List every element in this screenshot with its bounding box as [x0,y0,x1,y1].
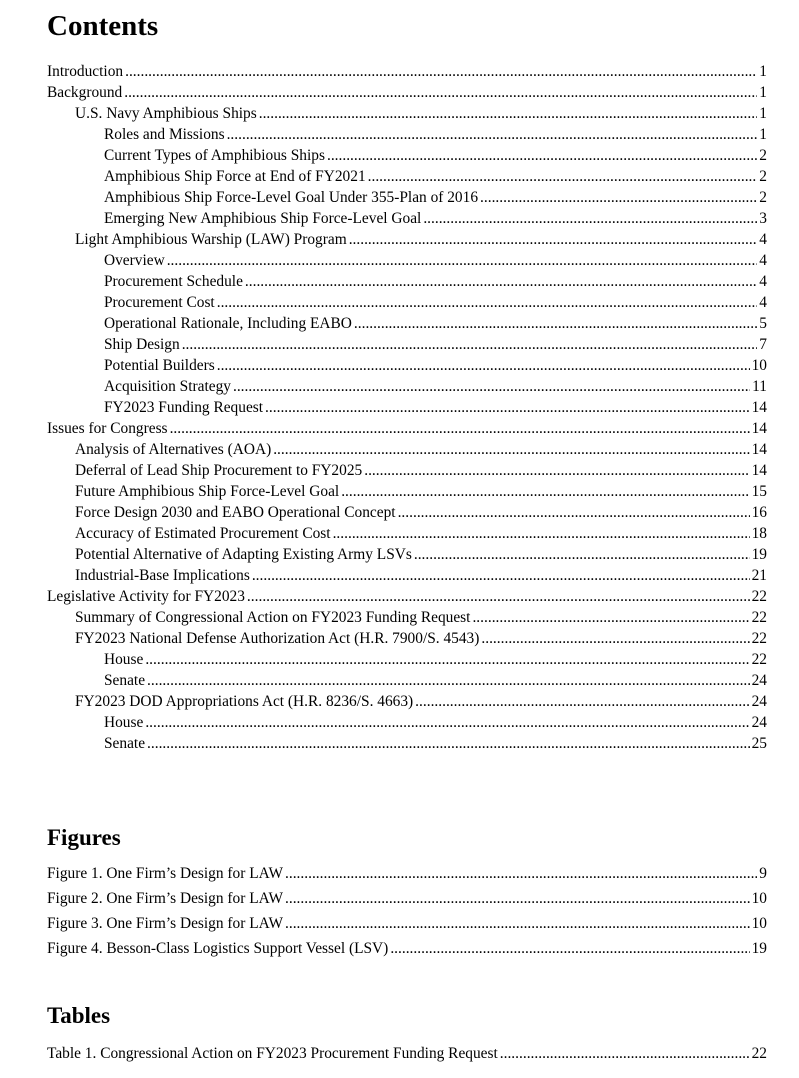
toc-entry[interactable] [47,61,767,82]
toc-entry[interactable] [47,502,767,523]
toc-page-number[interactable]: 7 [759,336,767,353]
toc-entry[interactable] [47,208,767,229]
toc-entry-label[interactable]: Legislative Activity for FY2023 [47,588,245,605]
toc-page-number[interactable]: 5 [759,315,767,332]
toc-page-number[interactable]: 22 [751,630,767,647]
toc-entry-label[interactable]: Force Design 2030 and EABO Operational Concept [75,504,396,521]
toc-page-number[interactable]: 14 [751,399,767,416]
toc-entry-label[interactable]: Potential Alternative of Adapting Existing Army LSVs [75,546,412,563]
toc-entry-label[interactable]: Accuracy of Estimated Procurement Cost [75,525,331,542]
toc-entry-label[interactable]: Ship Design [104,336,180,353]
toc-entry[interactable] [47,376,767,397]
dot-leader [247,586,750,607]
toc-page-number[interactable]: 14 [751,441,767,458]
table-entry[interactable] [47,1041,767,1066]
dot-leader [170,418,750,439]
toc-entry-label[interactable]: Procurement Schedule [104,273,243,290]
toc-entry[interactable] [47,292,767,313]
toc-entry-label[interactable]: Background [47,84,123,101]
toc-entry[interactable] [47,460,767,481]
toc-entry-label[interactable]: Figure 1. One Firm’s Design for LAW [47,865,284,882]
dot-leader [414,544,750,565]
toc-page-number[interactable]: 15 [751,483,767,500]
dot-leader [368,166,758,187]
toc-page-number[interactable]: 22 [751,1045,767,1062]
toc-entry-label[interactable]: FY2023 National Defense Authorization Act (H.R. 7900/S. 4543) [75,630,480,647]
toc-page-number[interactable]: 1 [759,63,767,80]
toc-page-number[interactable]: 2 [759,189,767,206]
toc-entry-label[interactable]: Summary of Congressional Action on FY2023 Funding Request [75,609,471,626]
toc-page-number[interactable]: 1 [759,105,767,122]
dot-leader [182,334,758,355]
toc-page-number[interactable]: 24 [751,714,767,731]
dot-leader [252,565,750,586]
toc-entry[interactable] [47,229,767,250]
toc-entry[interactable] [47,565,767,586]
toc-page-number[interactable]: 24 [751,693,767,710]
toc-entry[interactable] [47,271,767,292]
toc-page-number[interactable]: 22 [751,651,767,668]
dot-leader [125,61,757,82]
dot-leader [285,886,750,911]
figure-entry[interactable] [47,886,767,911]
toc-page-number[interactable]: 1 [759,84,767,101]
dot-leader [398,502,750,523]
toc-entry-label[interactable]: Figure 3. One Firm’s Design for LAW [47,915,284,932]
figure-entry[interactable] [47,911,767,936]
toc-entry[interactable] [47,355,767,376]
toc-page-number[interactable]: 10 [751,915,767,932]
toc-entry-label[interactable]: FY2023 Funding Request [104,399,264,416]
dot-leader [349,229,758,250]
contents-heading: Contents [47,10,159,42]
toc-entry-label[interactable]: FY2023 DOD Appropriations Act (H.R. 8236/S. 4663) [75,693,414,710]
dot-leader [480,187,757,208]
toc-entry[interactable] [47,103,767,124]
dot-leader [145,649,749,670]
toc-entry-label[interactable]: Figure 4. Besson-Class Logistics Support Vessel (LSV) [47,940,389,957]
toc-page-number[interactable]: 11 [752,378,767,395]
toc-page-number[interactable]: 2 [759,168,767,185]
dot-leader [124,82,757,103]
toc-entry-label[interactable]: Introduction [47,63,124,80]
dot-leader [217,355,750,376]
dot-leader [147,733,750,754]
dot-leader [327,145,757,166]
toc-page-number[interactable]: 4 [759,252,767,269]
toc-entry[interactable] [47,82,767,103]
dot-leader [245,271,757,292]
toc-entry[interactable] [47,145,767,166]
dot-leader [364,460,749,481]
toc-entry[interactable] [47,649,767,670]
dot-leader [217,292,758,313]
toc-page-number[interactable]: 24 [751,672,767,689]
toc-entry[interactable] [47,418,767,439]
dot-leader [147,670,750,691]
toc-entry-label[interactable]: Roles and Missions [104,126,225,143]
toc-entry-label[interactable]: Overview [104,252,165,269]
toc-entry-label[interactable]: Potential Builders [104,357,215,374]
toc-entry-label[interactable]: Figure 2. One Firm’s Design for LAW [47,890,284,907]
toc-entry[interactable] [47,250,767,271]
toc-entry[interactable] [47,334,767,355]
dot-leader [472,607,749,628]
toc-page-number[interactable]: 10 [751,357,767,374]
toc-entry[interactable] [47,670,767,691]
toc-entry[interactable] [47,187,767,208]
figures-list [47,861,767,961]
toc-entry-label[interactable]: Acquisition Strategy [104,378,231,395]
toc-entry-label[interactable]: Analysis of Alternatives (AOA) [75,441,272,458]
dot-leader [227,124,758,145]
toc-entry[interactable] [47,586,767,607]
toc-page-number[interactable]: 14 [751,420,767,437]
toc-entry-label[interactable]: Issues for Congress [47,420,168,437]
toc-entry[interactable] [47,628,767,649]
toc-entry-label[interactable]: Procurement Cost [104,294,215,311]
toc-entry-label[interactable]: U.S. Navy Amphibious Ships [75,105,257,122]
dot-leader [415,691,749,712]
tables-list [47,1041,767,1066]
toc-entry[interactable] [47,712,767,733]
toc-page-number[interactable]: 16 [751,504,767,521]
toc-page-number[interactable]: 19 [751,940,767,957]
dot-leader [285,911,750,936]
dot-leader [423,208,757,229]
toc-entry-label[interactable]: Future Amphibious Ship Force-Level Goal [75,483,340,500]
toc-page-number[interactable]: 4 [759,231,767,248]
figure-entry[interactable] [47,861,767,886]
toc-entry[interactable] [47,481,767,502]
toc-page-number[interactable]: 1 [759,126,767,143]
dot-leader [333,523,750,544]
dot-leader [167,250,758,271]
toc-page-number[interactable]: 25 [751,735,767,752]
toc-entry-label[interactable]: Operational Rationale, Including EABO [104,315,352,332]
toc-entry[interactable] [47,166,767,187]
dot-leader [259,103,758,124]
contents-list [47,61,767,754]
toc-page-number[interactable]: 19 [751,546,767,563]
toc-page-number[interactable]: 3 [759,210,767,227]
toc-entry-label[interactable]: Amphibious Ship Force at End of FY2021 [104,168,366,185]
toc-entry-label[interactable]: Senate [104,672,146,689]
toc-entry[interactable] [47,607,767,628]
toc-entry[interactable] [47,733,767,754]
toc-page-number[interactable]: 18 [751,525,767,542]
dot-leader [145,712,749,733]
toc-entry[interactable] [47,544,767,565]
toc-page-number[interactable]: 22 [751,588,767,605]
dot-leader [341,481,749,502]
figure-entry[interactable] [47,936,767,961]
toc-entry[interactable] [47,313,767,334]
figures-heading: Figures [47,825,121,850]
toc-entry-label[interactable]: Amphibious Ship Force-Level Goal Under 355-Plan of 2016 [104,189,479,206]
toc-entry-label[interactable]: Senate [104,735,146,752]
toc-entry-label[interactable]: Deferral of Lead Ship Procurement to FY2025 [75,462,363,479]
toc-page-number[interactable]: 22 [751,609,767,626]
toc-page-number[interactable]: 21 [751,567,767,584]
toc-entry-label[interactable]: House [104,714,144,731]
toc-page-number[interactable]: 2 [759,147,767,164]
toc-page-number[interactable]: 14 [751,462,767,479]
toc-entry-label[interactable]: House [104,651,144,668]
toc-page-number[interactable]: 10 [751,890,767,907]
toc-entry[interactable] [47,691,767,712]
toc-page-number[interactable]: 4 [759,273,767,290]
dot-leader [273,439,749,460]
toc-entry-label[interactable]: Table 1. Congressional Action on FY2023 Procurement Funding Request [47,1045,498,1062]
toc-entry-label[interactable]: Emerging New Amphibious Ship Force-Level Goal [104,210,422,227]
dot-leader [500,1041,750,1066]
toc-entry-label[interactable]: Industrial-Base Implications [75,567,250,584]
toc-page-number[interactable]: 4 [759,294,767,311]
toc-entry-label[interactable]: Light Amphibious Warship (LAW) Program [75,231,347,248]
toc-entry[interactable] [47,124,767,145]
toc-entry-label[interactable]: Current Types of Amphibious Ships [104,147,325,164]
toc-entry[interactable] [47,397,767,418]
toc-entry[interactable] [47,439,767,460]
dot-leader [285,861,757,886]
dot-leader [481,628,749,649]
dot-leader [265,397,750,418]
dot-leader [233,376,750,397]
toc-entry[interactable] [47,523,767,544]
dot-leader [354,313,757,334]
toc-page-number[interactable]: 9 [759,865,767,882]
dot-leader [390,936,749,961]
tables-heading: Tables [47,1003,111,1028]
